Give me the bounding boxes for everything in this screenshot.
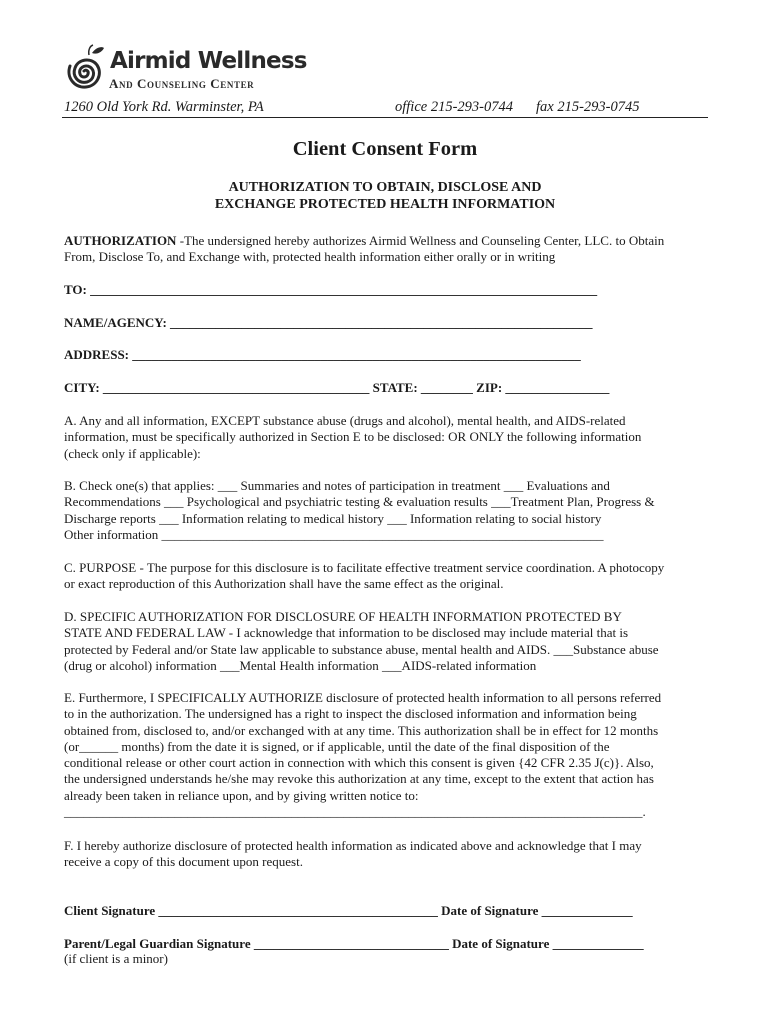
section-b-line[interactable]: Discharge reports ___ Information relating to medical history ___ Information relating to social history	[64, 510, 602, 526]
spiral-logo-icon	[62, 43, 108, 97]
section-f	[64, 838, 714, 871]
section-e[interactable]	[64, 690, 714, 820]
authorization-line-1: -The undersigned hereby authorizes Airmid Wellness and Counseling Center, LLC. to Obtain	[176, 233, 665, 248]
guardian-signature-field[interactable]: Parent/Legal Guardian Signature ______________________________ Date of Signature ______________	[64, 936, 644, 951]
section-e-line: the undersigned understands he/she may revoke this authorization at any time, except to the extent that action has	[64, 771, 654, 787]
page-title: Client Consent Form	[292, 138, 478, 160]
section-b-line[interactable]: Recommendations ___ Psychological and psychiatric testing & evaluation results ___Treatment Plan, Progress &	[64, 494, 655, 510]
to-field[interactable]: TO: ______________________________________________________________________________	[64, 282, 598, 297]
section-c-line: or exact reproduction of this Authorization shall have the same effect as the original.	[64, 576, 504, 592]
section-a-line: (check only if applicable):	[64, 445, 201, 461]
section-c	[64, 560, 714, 593]
section-d[interactable]	[64, 609, 714, 674]
written-notice-field[interactable]: _________________________________________________________________________________________.	[64, 804, 646, 820]
address-field[interactable]: ADDRESS: _____________________________________________________________________	[64, 347, 581, 362]
minor-note: (if client is a minor)	[64, 951, 168, 966]
contact-line	[62, 99, 708, 118]
section-a	[64, 413, 714, 462]
section-d-line[interactable]: (drug or alcohol) information ___Mental Health information ___AIDS-related information	[64, 657, 537, 673]
city-state-zip-field[interactable]: CITY: _________________________________________ STATE: ________ ZIP: ________________	[64, 380, 610, 395]
section-f-line: receive a copy of this document upon request.	[64, 854, 303, 870]
subtitle-line-1: AUTHORIZATION TO OBTAIN, DISCLOSE AND	[228, 180, 542, 195]
company-logo	[62, 43, 307, 99]
months-field-line[interactable]: (or______ months) from the date it is signed, or if applicable, until the date of the final disposition of the	[64, 738, 610, 754]
subtitle-line-2: EXCHANGE PROTECTED HEALTH INFORMATION	[214, 197, 556, 212]
other-information-field[interactable]: Other information ____________________________________________________________________	[64, 526, 604, 542]
section-e-line: E. Furthermore, I SPECIFICALLY AUTHORIZE disclosure of protected health information to all persons referred	[64, 690, 662, 705]
authorization-paragraph	[64, 233, 714, 266]
section-e-line: to in the authorization. The undersigned has a right to inspect the disclosed information and information being	[64, 706, 637, 722]
street-address: 1260 Old York Rd. Warminster, PA	[64, 99, 264, 115]
section-e-line: obtained from, disclosed to, and/or exchanged with at any time. This authorization shall be in effect for 12 months	[64, 722, 659, 738]
section-b[interactable]	[64, 478, 714, 543]
logo-name: Airmid Wellness	[110, 48, 307, 74]
fax-number: fax 215-293-0745	[536, 99, 640, 115]
section-f-line: F. I hereby authorize disclosure of protected health information as indicated above and acknowledge that I may	[64, 838, 642, 853]
section-d-line: STATE AND FEDERAL LAW - I acknowledge that information to be disclosed may include material that is	[64, 625, 629, 641]
section-e-line: already been taken in reliance upon, and by giving written notice to:	[64, 787, 419, 803]
section-a-line: information, must be specifically authorized in Section E to be disclosed: OR ONLY the following information	[64, 429, 642, 445]
section-d-line: D. SPECIFIC AUTHORIZATION FOR DISCLOSURE OF HEALTH INFORMATION PROTECTED BY	[64, 609, 622, 624]
name-agency-field[interactable]: NAME/AGENCY: _________________________________________________________________	[64, 315, 593, 330]
section-b-line[interactable]: B. Check one(s) that applies: ___ Summaries and notes of participation in treatment ___ Evaluations and	[64, 478, 610, 493]
authorization-label: AUTHORIZATION	[64, 233, 177, 248]
authorization-line-2: From, Disclose To, and Exchange with, protected health information either orally or in writing	[64, 249, 556, 265]
logo-subtitle: And Counseling Center	[109, 76, 255, 91]
section-e-line: conditional release or other court action in connection with which this consent is given {42 CFR 2.35 J(c)}. Also,	[64, 755, 654, 771]
section-c-line: C. PURPOSE - The purpose for this disclosure is to facilitate effective treatment service coordination. A photocopy	[64, 560, 665, 575]
section-a-line: A. Any and all information, EXCEPT substance abuse (drugs and alcohol), mental health, and AIDS-related	[64, 413, 626, 428]
client-signature-field[interactable]: Client Signature ___________________________________________ Date of Signature ______________	[64, 903, 633, 918]
section-d-line[interactable]: protected by Federal and/or State law applicable to substance abuse, mental health and AIDS. ___Substance abuse	[64, 641, 659, 657]
office-phone: office 215-293-0744	[395, 99, 513, 115]
